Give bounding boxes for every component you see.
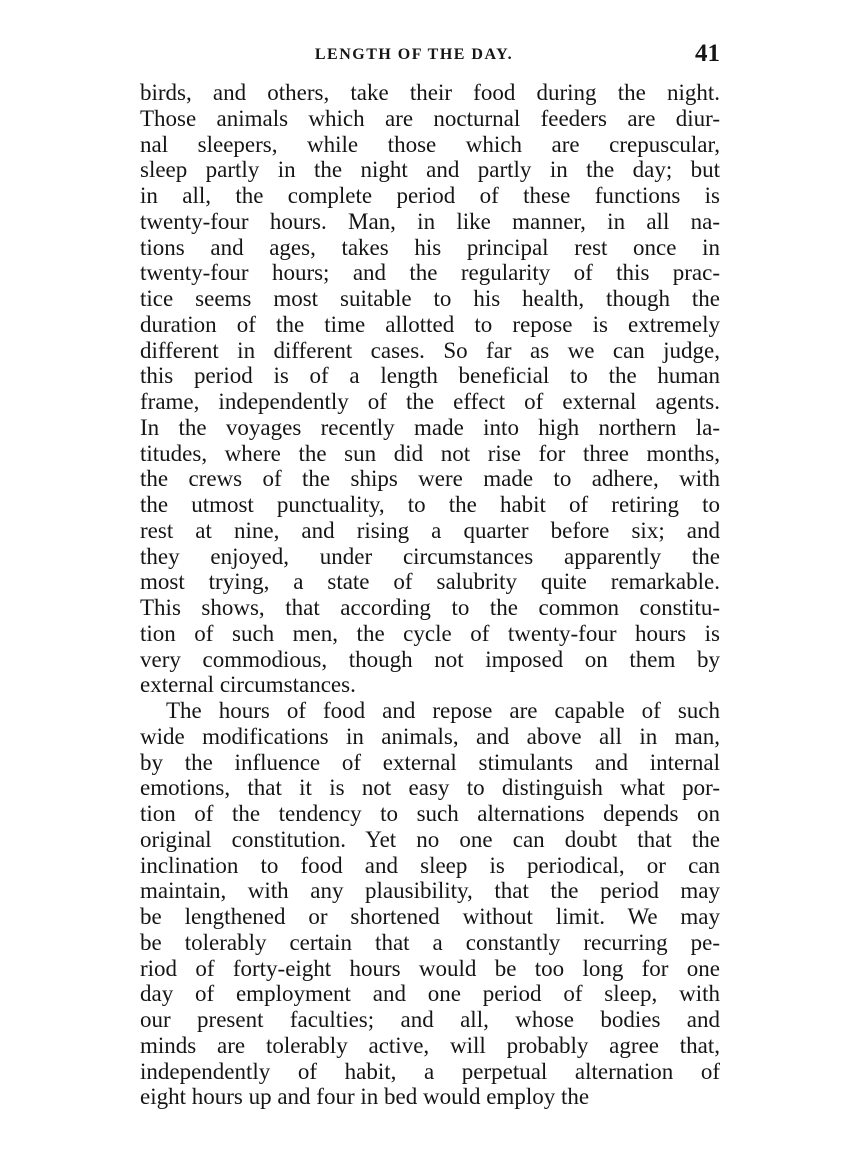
paragraph (140, 698, 720, 1110)
text-line: tice seems most suitable to his health, though the (140, 286, 720, 311)
text-line: be tolerably certain that a constantly recurring pe- (140, 929, 720, 955)
text-line: external circumstances. (140, 672, 356, 698)
text-line: titudes, where the sun did not rise for three months, (140, 440, 720, 466)
text-line: riod of forty-eight hours would be too long for one (140, 955, 720, 981)
running-title: LENGTH OF THE DAY. (314, 46, 514, 63)
text-line: tion of the tendency to such alternations depends on (140, 801, 720, 826)
text-line: be lengthened or shortened without limit. We may (140, 904, 720, 929)
text-line: birds, and others, take their food during the night. (140, 80, 720, 105)
text-line: tion of such men, the cycle of twenty-four hours is (140, 620, 720, 646)
text-line: twenty-four hours. Man, in like manner, in all na- (140, 208, 720, 234)
text-line: twenty-four hours; and the regularity of this prac- (140, 260, 720, 286)
page-number: 41 (695, 40, 720, 67)
text-line: In the voyages recently made into high northern la- (140, 414, 720, 440)
text-line: rest at nine, and rising a quarter before six; and (140, 517, 720, 543)
running-head (140, 40, 720, 70)
text-line: original constitution. Yet no one can doubt that the (140, 826, 720, 852)
text-line: very commodious, though not imposed on them by (140, 646, 720, 672)
text-line: sleep partly in the night and partly in the day; but (140, 157, 720, 183)
text-line: duration of the time allotted to repose is extremely (140, 311, 720, 337)
text-line: minds are tolerably active, will probably agree that, (140, 1032, 720, 1058)
text-line: frame, independently of the effect of external agents. (140, 389, 720, 414)
text-line: tions and ages, takes his principal rest once in (140, 234, 720, 260)
text-line: by the influence of external stimulants and internal (140, 749, 720, 775)
paragraph (140, 80, 720, 698)
text-line: they enjoyed, under circumstances apparently the (140, 543, 720, 569)
text-line: our present faculties; and all, whose bodies and (140, 1007, 720, 1032)
body-text (140, 80, 720, 1110)
text-line: independently of habit, a perpetual alternation of (140, 1058, 720, 1084)
text-line: day of employment and one period of sleep, with (140, 981, 720, 1007)
text-line: Those animals which are nocturnal feeders are diur- (140, 105, 720, 131)
text-line: most trying, a state of salubrity quite remarkable. (140, 569, 720, 595)
text-line: emotions, that it is not easy to distinguish what por- (140, 775, 720, 801)
text-line: this period is of a length beneficial to the human (140, 363, 720, 389)
text-line: nal sleepers, while those which are crepuscular, (140, 131, 720, 157)
text-line: in all, the complete period of these functions is (140, 183, 720, 208)
text-line: wide modifications in animals, and above all in man, (140, 723, 720, 749)
text-line: the utmost punctuality, to the habit of retiring to (140, 492, 720, 517)
text-line: maintain, with any plausibility, that the period may (140, 878, 720, 904)
text-line: This shows, that according to the common constitu- (140, 595, 720, 620)
text-line: inclination to food and sleep is periodical, or can (140, 852, 720, 878)
text-line: different in different cases. So far as we can judge, (140, 337, 720, 363)
text-line: The hours of food and repose are capable of such (166, 698, 720, 723)
text-line: eight hours up and four in bed would employ the (140, 1084, 590, 1110)
text-line: the crews of the ships were made to adhere, with (140, 466, 720, 492)
